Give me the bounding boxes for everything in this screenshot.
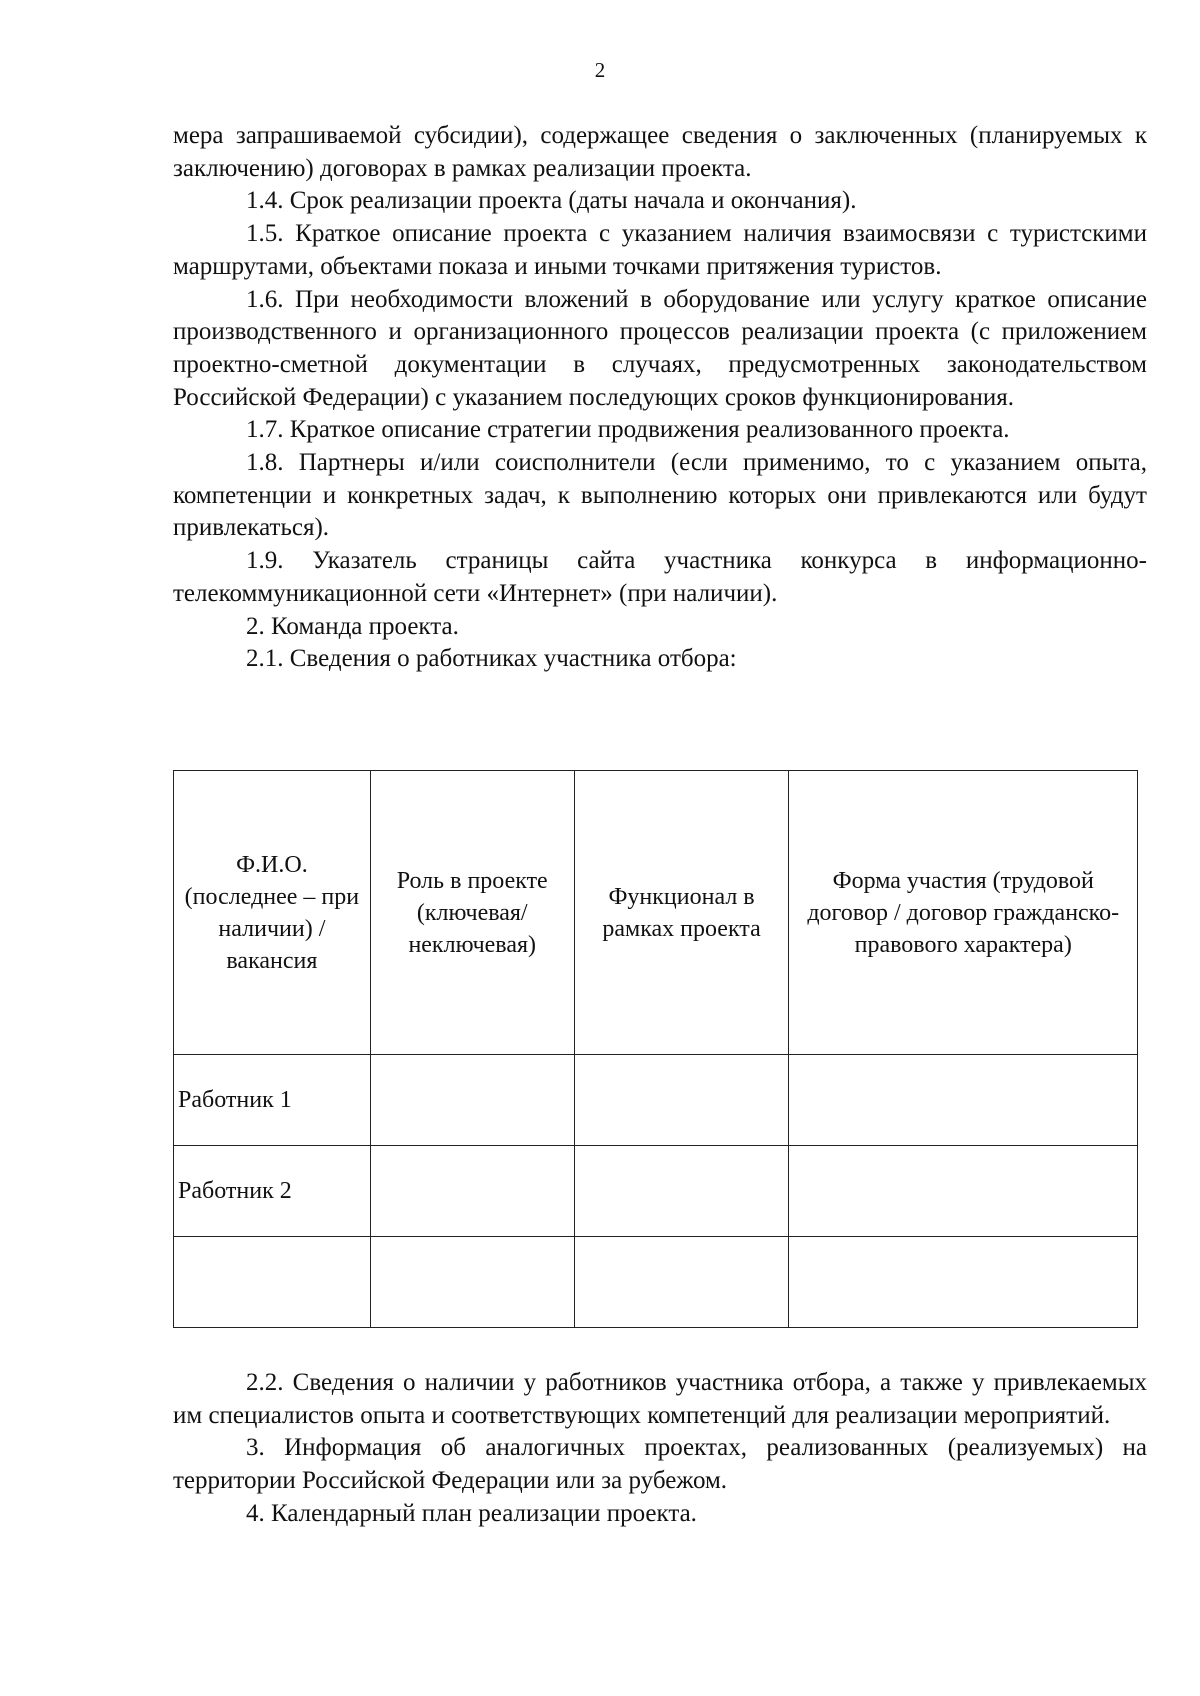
header-role: Роль в проекте (ключевая/ неключевая) [370,771,574,1055]
paragraph-2-1: 2.1. Сведения о работниках участника отбора: [246,645,737,673]
table-row [174,1237,1138,1328]
page-number: 2 [594,58,606,82]
paragraph-2-2: 2.2. Сведения о наличии у работников участника отбора, а также у привлекаемых им специалистов опыта и соответствующих компетенций для реализации мероприятий. [173,1369,1147,1429]
paragraph-3: 3. Информация об аналогичных проектах, реализованных (реализуемых) на территории Российской Федерации или за рубежом. [173,1434,1147,1495]
paragraph-2: 2. Команда проекта. [246,612,459,640]
header-name: Ф.И.О. (последнее – при наличии) / вакансия [174,771,371,1055]
table-cell [574,1237,789,1328]
paragraph-1-6: 1.6. При необходимости вложений в оборудование или услугу краткое описание производственного и организационного процессов реализации проекта (с приложением проектно-сметной документации в случаях, предусмотренных законодательством Российской Федерации) с указанием последующих сроков функционирования. [173,285,1147,411]
body-text-top [173,120,1147,676]
table-cell [174,1237,371,1328]
table-row [174,1146,1138,1237]
paragraph-1-9: 1.9. Указатель страницы сайта участника конкурса в информационно-телекоммуникационной сети «Интернет» (при наличии). [173,547,1147,607]
table-cell [370,1055,574,1146]
paragraph-1-8: 1.8. Партнеры и/или соисполнители (если применимо, то с указанием опыта, компетенции и конкретных задач, к выполнению которых они привлекаются или будут привлекаться). [173,449,1147,542]
paragraph-1-5: 1.5. Краткое описание проекта с указанием наличия взаимосвязи с туристскими маршрутами, объектами показа и иными точками притяжения туристов. [173,220,1147,280]
table-cell [574,1146,789,1237]
paragraph-1-7: 1.7. Краткое описание стратегии продвижения реализованного проекта. [246,416,1010,444]
header-participation-form: Форма участия (трудовой договор / договор гражданско-правового характера) [789,771,1138,1055]
table-cell [370,1237,574,1328]
table-cell [789,1146,1138,1237]
table-header-row [174,771,1138,1055]
header-function: Функционал в рамках проекта [574,771,789,1055]
table-cell [574,1055,789,1146]
table-cell: Работник 1 [174,1055,371,1146]
table-row [174,1055,1138,1146]
paragraph-1-4: 1.4. Срок реализации проекта (даты начала и окончания). [246,187,857,215]
body-text-bottom [173,1367,1147,1531]
paragraph-continuation: мера запрашиваемой субсидии), содержащее сведения о заключенных (планируемых к заключению) договорах в рамках реализации проекта. [173,122,1147,182]
table-cell: Работник 2 [174,1146,371,1237]
table-cell [370,1146,574,1237]
table-cell [789,1055,1138,1146]
paragraph-4: 4. Календарный план реализации проекта. [246,1499,697,1527]
table-cell [789,1237,1138,1328]
staff-table [173,770,1138,1328]
